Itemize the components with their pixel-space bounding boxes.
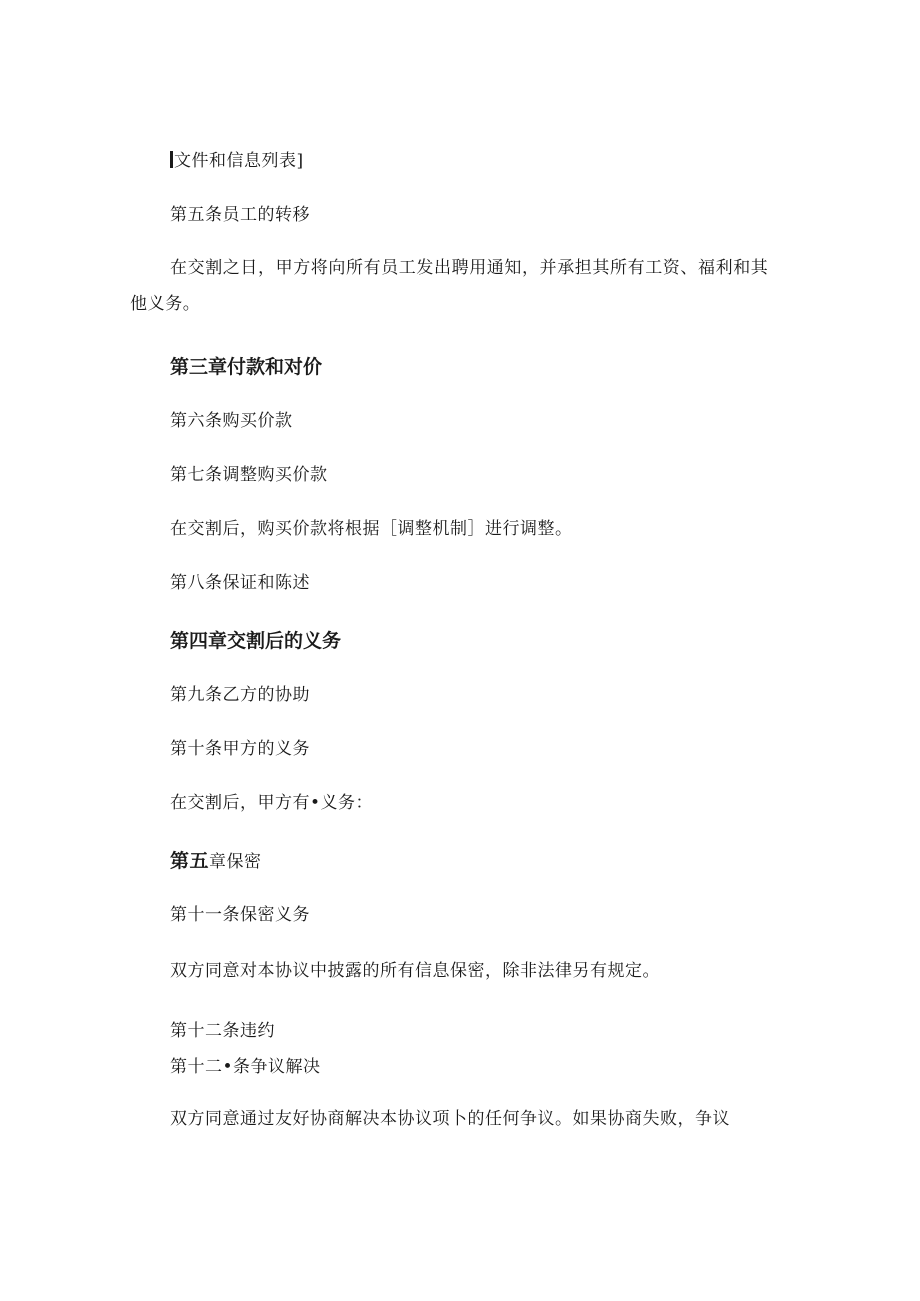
article-5-title: 第五条员工的转移 bbox=[170, 205, 310, 225]
article-5-body: 在交割之日，甲方将向所有员工发出聘用通知，并承担其所有工资、福利和其他义务。 bbox=[130, 258, 769, 314]
article-10-title: 第十条甲方的义务 bbox=[170, 739, 310, 759]
article-8-title: 第八条保证和陈述 bbox=[170, 573, 310, 593]
article-7-title: 第七条调整购买价款 bbox=[170, 465, 328, 485]
chapter-5-heading-rest: 章保密 bbox=[209, 852, 262, 872]
article-7-body: 在交割后，购买价款将根据［调整机制］进行调整。 bbox=[170, 519, 573, 539]
article-10-body: 在交割后，甲方有•义务： bbox=[170, 793, 374, 813]
attachment-list-line bbox=[170, 150, 304, 172]
article-11-body: 双方同意对本协议中披露的所有信息保密，除非法律另有规定。 bbox=[170, 961, 660, 981]
chapter-4-heading: 第四章交割后的义务 bbox=[170, 630, 342, 652]
chapter-5-heading bbox=[170, 850, 262, 873]
article-11-title: 第十一条保密义务 bbox=[170, 905, 310, 925]
article-6-title: 第六条购买价款 bbox=[170, 411, 293, 431]
bracket-mark bbox=[170, 151, 173, 168]
article-12-title: 第十二条违约 bbox=[170, 1021, 275, 1041]
article-13-body: 双方同意通过友好协商解决本协议项卜的任何争议。如果协商失败，争议 bbox=[170, 1109, 730, 1129]
chapter-3-heading: 第三章付款和对价 bbox=[170, 356, 323, 378]
article-9-title: 第九条乙方的协助 bbox=[170, 685, 310, 705]
chapter-5-heading-main: 第五 bbox=[170, 850, 210, 872]
article-13-title: 第十二•条争议解决 bbox=[170, 1057, 321, 1077]
attachment-list-text: 文件和信息列表] bbox=[174, 151, 304, 171]
